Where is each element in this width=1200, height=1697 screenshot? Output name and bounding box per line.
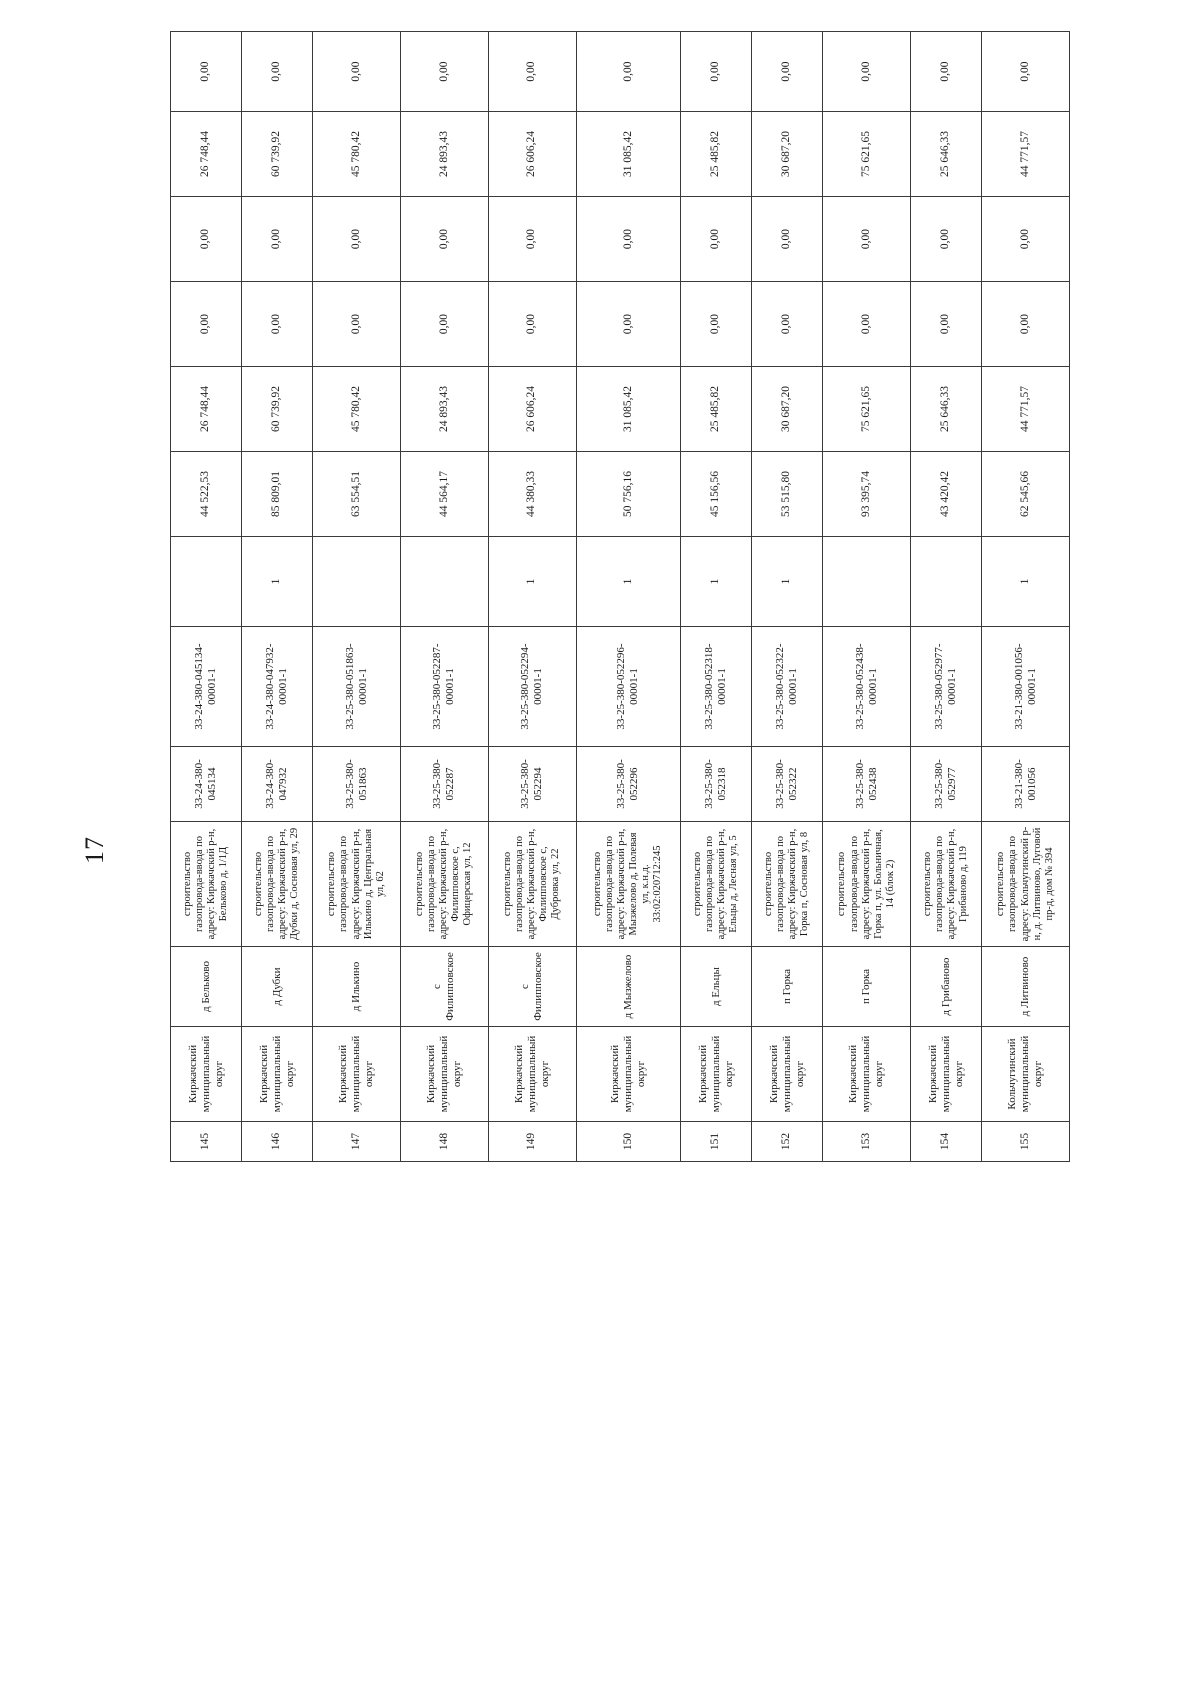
row-number-cell: 153 [823,1122,911,1162]
row-number-cell: 155 [982,1122,1070,1162]
object-id-cell: 33-24-380-047932-00001-1 [242,627,313,747]
amount-cell: 0,00 [400,32,488,112]
cadastral-number-cell: 33-25-380-052294 [488,747,576,822]
quantity-cell: 1 [752,537,823,627]
amount-cell: 0,00 [242,282,313,367]
amount-cell: 0,00 [313,197,401,282]
cadastral-number-cell: 33-25-380-052322 [752,747,823,822]
quantity-cell: 1 [576,537,681,627]
amount-cell: 25 646,33 [911,112,982,197]
table-row [982,32,1070,1162]
amount-cell: 53 515,80 [752,452,823,537]
cadastral-number-cell: 33-25-380-052977 [911,747,982,822]
locality-cell: д Грибаново [911,947,982,1027]
amount-cell: 0,00 [313,282,401,367]
amount-cell: 0,00 [576,32,681,112]
row-number-cell: 151 [681,1122,752,1162]
amount-cell: 0,00 [488,282,576,367]
amount-cell: 0,00 [752,282,823,367]
description-cell: строительство газопровода-ввода по адресу: Кольчугинский р-н, д. Литвиново, Луговой пр-д, дом № 394 [982,822,1070,947]
cadastral-number-cell: 33-21-380-001056 [982,747,1070,822]
municipality-cell: Киржачский муниципальный округ [171,1027,242,1122]
amount-cell: 44 522,53 [171,452,242,537]
amount-cell: 0,00 [242,197,313,282]
quantity-cell: 1 [488,537,576,627]
description-cell: строительство газопровода-ввода по адресу: Киржачский р-н, Горка п, ул. Больничная, 14 (блок 2) [823,822,911,947]
row-number-cell: 146 [242,1122,313,1162]
amount-cell: 0,00 [171,197,242,282]
quantity-cell [171,537,242,627]
amount-cell: 26 748,44 [171,367,242,452]
row-number-cell: 152 [752,1122,823,1162]
amount-cell: 60 739,92 [242,112,313,197]
municipality-cell: Киржачский муниципальный округ [242,1027,313,1122]
object-id-cell: 33-24-380-045134-00001-1 [171,627,242,747]
locality-cell: с Филипповское [400,947,488,1027]
quantity-cell [400,537,488,627]
amount-cell: 0,00 [982,32,1070,112]
amount-cell: 44 380,33 [488,452,576,537]
description-cell: строительство газопровода-ввода по адресу: Киржачский р-н, Мызжелово д, Полевая ул, к.н.д. 33:02:020712:245 [576,822,681,947]
table-row [488,32,576,1162]
amount-cell: 75 621,65 [823,367,911,452]
object-id-cell: 33-21-380-001056-00001-1 [982,627,1070,747]
cadastral-number-cell: 33-24-380-045134 [171,747,242,822]
object-id-cell: 33-25-380-052318-00001-1 [681,627,752,747]
amount-cell: 44 771,57 [982,112,1070,197]
quantity-cell [911,537,982,627]
locality-cell: с Филипповское [488,947,576,1027]
amount-cell: 43 420,42 [911,452,982,537]
description-cell: строительство газопровода-ввода по адресу: Киржачский р-н, Филипповское с, Дубровка ул, 22 [488,822,576,947]
amount-cell: 25 485,82 [681,112,752,197]
row-number-cell: 148 [400,1122,488,1162]
amount-cell: 0,00 [242,32,313,112]
object-id-cell: 33-25-380-052294-00001-1 [488,627,576,747]
amount-cell: 0,00 [911,282,982,367]
row-number-cell: 154 [911,1122,982,1162]
data-table [170,31,1070,1162]
amount-cell: 0,00 [823,282,911,367]
amount-cell: 0,00 [681,197,752,282]
locality-cell: п Горка [752,947,823,1027]
description-cell: строительство газопровода-ввода по адресу: Киржачский р-н, Филипповское с, Офицерская ул, 12 [400,822,488,947]
amount-cell: 0,00 [400,197,488,282]
amount-cell: 45 780,42 [313,112,401,197]
description-cell: строительство газопровода-ввода по адресу: Киржачский р-н, Грибаново д, 119 [911,822,982,947]
object-id-cell: 33-25-380-052438-00001-1 [823,627,911,747]
amount-cell: 0,00 [752,197,823,282]
cadastral-number-cell: 33-24-380-047932 [242,747,313,822]
amount-cell: 63 554,51 [313,452,401,537]
locality-cell: д Илькино [313,947,401,1027]
amount-cell: 26 606,24 [488,367,576,452]
amount-cell: 93 395,74 [823,452,911,537]
amount-cell: 0,00 [911,197,982,282]
row-number-cell: 150 [576,1122,681,1162]
description-cell: строительство газопровода-ввода по адресу: Киржачский р-н, Ельцы д, Лесная ул, 5 [681,822,752,947]
description-cell: строительство газопровода-ввода по адресу: Киржачский р-н, Бельково д, 1/1Д [171,822,242,947]
table-body [171,32,1070,1162]
municipality-cell: Кольчугинский муниципальный округ [982,1027,1070,1122]
object-id-cell: 33-25-380-052296-00001-1 [576,627,681,747]
amount-cell: 0,00 [681,282,752,367]
table-container [170,61,1070,1162]
object-id-cell: 33-25-380-052287-00001-1 [400,627,488,747]
table-row [576,32,681,1162]
amount-cell: 31 085,42 [576,112,681,197]
amount-cell: 0,00 [400,282,488,367]
quantity-cell: 1 [982,537,1070,627]
municipality-cell: Киржачский муниципальный округ [313,1027,401,1122]
locality-cell: д Дубки [242,947,313,1027]
cadastral-number-cell: 33-25-380-052438 [823,747,911,822]
amount-cell: 0,00 [982,197,1070,282]
amount-cell: 24 893,43 [400,367,488,452]
amount-cell: 44 564,17 [400,452,488,537]
amount-cell: 0,00 [752,32,823,112]
amount-cell: 60 739,92 [242,367,313,452]
amount-cell: 45 156,56 [681,452,752,537]
locality-cell: д Литвиново [982,947,1070,1027]
municipality-cell: Киржачский муниципальный округ [911,1027,982,1122]
amount-cell: 0,00 [576,282,681,367]
locality-cell: п Горка [823,947,911,1027]
page-number: 17 [80,836,109,864]
amount-cell: 0,00 [982,282,1070,367]
locality-cell: д Бельково [171,947,242,1027]
description-cell: строительство газопровода-ввода по адресу: Киржачский р-н, Дубки д, Сосновая ул, 29 [242,822,313,947]
row-number-cell: 145 [171,1122,242,1162]
amount-cell: 44 771,57 [982,367,1070,452]
table-row [681,32,752,1162]
amount-cell: 45 780,42 [313,367,401,452]
cadastral-number-cell: 33-25-380-052287 [400,747,488,822]
table-row [242,32,313,1162]
amount-cell: 0,00 [911,32,982,112]
amount-cell: 0,00 [171,32,242,112]
amount-cell: 85 809,01 [242,452,313,537]
locality-cell: д Ельцы [681,947,752,1027]
amount-cell: 25 485,82 [681,367,752,452]
row-number-cell: 149 [488,1122,576,1162]
amount-cell: 25 646,33 [911,367,982,452]
object-id-cell: 33-25-380-052322-00001-1 [752,627,823,747]
amount-cell: 0,00 [823,32,911,112]
table-row [400,32,488,1162]
amount-cell: 62 545,66 [982,452,1070,537]
amount-cell: 0,00 [313,32,401,112]
amount-cell: 0,00 [171,282,242,367]
locality-cell: д Мызжелово [576,947,681,1027]
cadastral-number-cell: 33-25-380-051863 [313,747,401,822]
table-row [752,32,823,1162]
amount-cell: 0,00 [488,32,576,112]
description-cell: строительство газопровода-ввода по адресу: Киржачский р-н, Илькино д, Центральная ул, 62 [313,822,401,947]
table-row [823,32,911,1162]
quantity-cell [313,537,401,627]
object-id-cell: 33-25-380-052977-00001-1 [911,627,982,747]
description-cell: строительство газопровода-ввода по адресу: Киржачский р-н, Горка п, Сосновая ул, 8 [752,822,823,947]
table-row [313,32,401,1162]
amount-cell: 30 687,20 [752,367,823,452]
cadastral-number-cell: 33-25-380-052296 [576,747,681,822]
municipality-cell: Киржачский муниципальный округ [681,1027,752,1122]
amount-cell: 50 756,16 [576,452,681,537]
amount-cell: 0,00 [823,197,911,282]
amount-cell: 30 687,20 [752,112,823,197]
municipality-cell: Киржачский муниципальный округ [752,1027,823,1122]
municipality-cell: Киржачский муниципальный округ [576,1027,681,1122]
quantity-cell: 1 [242,537,313,627]
amount-cell: 0,00 [488,197,576,282]
amount-cell: 75 621,65 [823,112,911,197]
municipality-cell: Киржачский муниципальный округ [823,1027,911,1122]
table-row [171,32,242,1162]
amount-cell: 0,00 [681,32,752,112]
table-row [911,32,982,1162]
municipality-cell: Киржачский муниципальный округ [488,1027,576,1122]
row-number-cell: 147 [313,1122,401,1162]
amount-cell: 31 085,42 [576,367,681,452]
quantity-cell: 1 [681,537,752,627]
amount-cell: 24 893,43 [400,112,488,197]
cadastral-number-cell: 33-25-380-052318 [681,747,752,822]
amount-cell: 26 748,44 [171,112,242,197]
municipality-cell: Киржачский муниципальный округ [400,1027,488,1122]
amount-cell: 26 606,24 [488,112,576,197]
quantity-cell [823,537,911,627]
object-id-cell: 33-25-380-051863-00001-1 [313,627,401,747]
amount-cell: 0,00 [576,197,681,282]
